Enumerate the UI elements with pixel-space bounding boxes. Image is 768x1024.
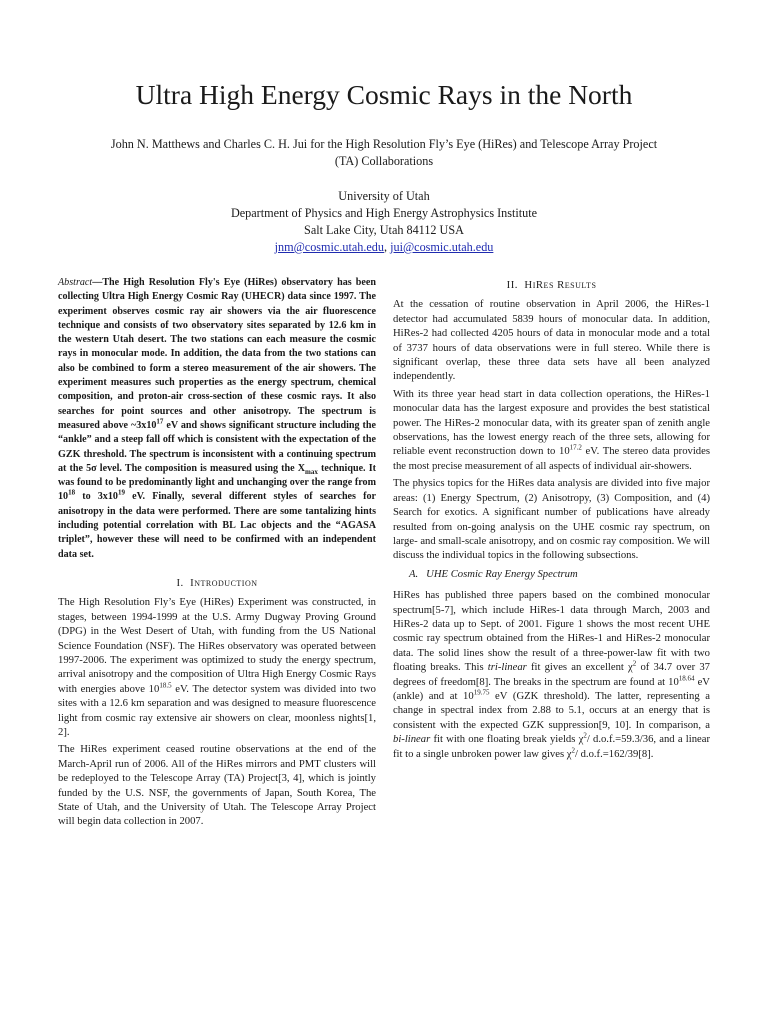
email-link-matthews[interactable]: jnm@cosmic.utah.edu: [274, 240, 384, 254]
section-heading-introduction: I. Introduction: [176, 576, 258, 589]
email-line: [100, 239, 668, 256]
section-heading-results: II. HiRes Results: [506, 279, 597, 291]
abstract-dash: —: [92, 277, 103, 288]
paper-title: Ultra High Energy Cosmic Rays in the North: [135, 79, 633, 110]
paragraph: At the cessation of routine observation in April 2006, the HiRes-1 detector had accumulated 5839 hours of monocular data. In addition, HiRes-2 had collected 4205 hours of data in monocular mode and a total of 3737 hours of data observations were in full stereo. While there is significant overlap, these three data sets have all been analyzed independently.: [393, 299, 710, 383]
abstract: Abstract—The High Resolution Fly's Eye (HiRes) observatory has been collecting Ultra High Energy Cosmic Ray (UHECR) data since 1997. The experiment observes cosmic ray air showers via the air fluorescence technique and consists of two observatory sites separated by 12.6 km in the western Utah desert. The two stations can each measure the cosmic rays in monocular mode. In addition, the data from the two stations can also be combined to form a stereo measurement of the air showers. The experiment measures such properties as the energy spectrum, chemical composition, and proton-air cross-section of these cosmic rays. It also searches for point sources and other anisotropy. The spectrum is measured above $\sim 3x10^{17}$ eV and shows significant structure including the “ankle” and a steep fall off which is consistent with the expectation of the GZK threshold. The spectrum is inconsistent with a continuing spectrum at the 5σ level. The composition is measured using the $X_{max}$ technique. It was found to be predominantly light and unchanging over the range from $10^{18}$ to $3x10^{19}$ eV. Finally, several different styles of searches for anisotropy in the data were performed. There are some tantalizing hints including potential correlation with BL Lac objects and the “AGASA triplet”, however these will need to be confirmed with an independent data set.: [58, 277, 376, 560]
author-list: John N. Matthews and Charles C. H. Jui for the High Resolution Fly’s Eye (HiRes) and Telescope Array Project (TA) Collaborations: [110, 137, 658, 168]
right-column: [393, 278, 710, 765]
abstract-label: Abstract: [58, 277, 93, 288]
university: University of Utah: [338, 189, 430, 203]
sigma-symbol: σ: [91, 462, 97, 474]
email-link-jui[interactable]: jui@cosmic.utah.edu: [390, 240, 494, 254]
address: Salt Lake City, Utah 84112 USA: [304, 223, 464, 237]
paragraph: HiRes has published three papers based on the combined monocular spectrum[5-7], which include HiRes-1 data through March, 2003 and HiRes-2 data up to Sept. of 2001. Figure 1 shows the most recent UHE cosmic ray spectrum obtained from the HiRes-1 and HiRes-2 monocular data. The solid lines show the result of a three-power-law fit with two floating breaks. This tri-linear fit gives an excellent $\chi^2$ of 34.7 over 37 degrees of freedom[8]. The breaks in the spectrum are found at $10^{18.64}$ eV (ankle) and at $10^{19.75}$ eV (GZK threshold). The latter, representing a change in spectral index from 2.88 to 5.1, occurs at an energy that is consistent with the expected GZK suppression[9, 10]. In comparison, a bi-linear fit with one floating break yields $\chi^2/$ d.o.f.=59.3/36, and a linear fit to a single unbroken power law gives $\chi^2/$ d.o.f.=162/39[8].: [393, 590, 710, 760]
paragraph: The HiRes experiment ceased routine observations at the end of the March-April run of 2006. All of the HiRes mirrors and PMT clusters will be redeployed to the Telescope Array (TA) Project[3, 4], which is jointly funded by the U.S. NSF, the governments of Japan, South Korea, The State of Utah, and the University of Utah. The Telescope Array Project will begin data collection in 2007.: [58, 744, 376, 828]
department: Department of Physics and High Energy Astrophysics Institute: [230, 206, 538, 220]
email-separator: ,: [384, 240, 391, 254]
paragraph: With its three year head start in data collection operations, the HiRes-1 monocular data has the largest exposure and provides the best statistical power. The HiRes-2 monocular data, with its greater span of zenith angle observations, has the lowest energy reach of the three sets, allowing for reliable event reconstruction down to $10^{17.2}$ eV. The stereo data provides the most precise measurement of all aspects of individual air-showers.: [393, 388, 710, 472]
paragraph: The High Resolution Fly’s Eye (HiRes) Experiment was constructed, in stages, between 1994-1999 at the U.S. Army Dugway Proving Ground (DPG) in the West Desert of Utah, with funding from the US National Science Foundation (NSF). The HiRes observatory was operated between 1997-2006. The experiment was optimized to study the energy spectrum, arrival anisotropy and the composition of Ultra High Energy Cosmic Rays with energies above $10^{18.5}$ eV. The detector system was divided into two sites with a 12.6 km separation and was designed to measure fluorescence light from cosmic ray extensive air showers on clear, moonless nights[1, 2].: [58, 597, 377, 738]
left-column: [58, 276, 376, 833]
paragraph: The physics topics for the HiRes data analysis are divided into five major areas: (1) Energy Spectrum, (2) Anisotropy, (3) Composition, and (4) Search for exotics. A significant number of publications have already resulted from on-going analysis on the UHE cosmic ray spectrum, on large- and small-scale anisotropy, and on cosmic ray composition. We will discuss the individual topics in the following subsections.: [393, 478, 710, 562]
subsection-heading-energy-spectrum: A. UHE Cosmic Ray Energy Spectrum: [409, 568, 578, 580]
affiliation-block: [100, 188, 668, 256]
